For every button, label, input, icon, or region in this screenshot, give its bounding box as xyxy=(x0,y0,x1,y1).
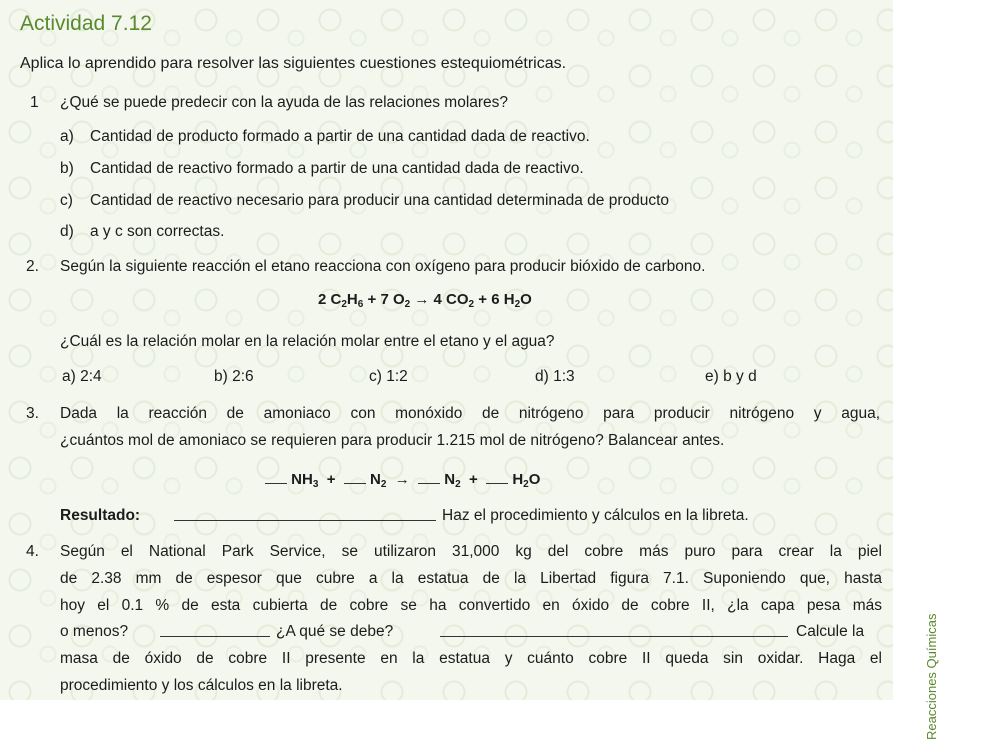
q1-option-a-text: Cantidad de producto formado a partir de una cantidad dada de reactivo. xyxy=(90,128,590,145)
q2-number: 2. xyxy=(26,258,39,275)
q3-line1: Dada la reacción de amoniaco con monóxido de nitrógeno para producir nitrógeno y agua, xyxy=(60,405,880,422)
q3-line2: ¿cuántos mol de amoniaco se requieren para producir 1.215 mol de nitrógeno? Balancear antes. xyxy=(60,432,725,449)
q1-option-b-letter: b) xyxy=(60,160,74,177)
q4-line6: procedimiento y los cálculos en la libreta. xyxy=(60,677,343,694)
q2-question: ¿Cuál es la relación molar en la relación molar entre el etano y el agua? xyxy=(60,333,555,350)
q3-number: 3. xyxy=(26,405,39,422)
activity-intro: Aplica lo aprendido para resolver las siguientes cuestiones estequiométricas. xyxy=(20,55,567,72)
q4-line4b: ¿A qué se debe? xyxy=(276,623,394,640)
q2-text: Según la siguiente reacción el etano reacciona con oxígeno para producir bióxido de carbono. xyxy=(60,258,706,275)
q2-option-d[interactable]: d) 1:3 xyxy=(535,368,575,385)
q2-option-a[interactable]: a) 2:4 xyxy=(62,368,102,385)
q1-option-c[interactable] xyxy=(60,192,669,210)
q3-blank-1[interactable] xyxy=(265,469,287,484)
q4-number: 4. xyxy=(26,543,39,560)
activity-title: Actividad 7.12 xyxy=(20,12,152,35)
q1-option-c-letter: c) xyxy=(60,192,73,209)
q2-equation: 2 $C_2H_6 + 7$ $O_2 \to 4$ $CO_2 + 6$ $H_2O$ xyxy=(318,291,532,310)
q3-blank-2[interactable] xyxy=(344,469,366,484)
q4-answer-field-2[interactable] xyxy=(440,622,788,637)
q1-option-b[interactable] xyxy=(60,160,584,178)
q4-line4c: Calcule la xyxy=(796,623,865,640)
q1-option-d-text: a y c son correctas. xyxy=(90,223,225,240)
q3-blank-4[interactable] xyxy=(486,469,508,484)
q1-number: 1 xyxy=(30,94,39,111)
q1-option-c-text: Cantidad de reactivo necesario para producir una cantidad determinada de producto xyxy=(90,192,670,209)
q3-equation: $NH_3$ + $N_2$ → $N_2$ + $H_2O$ xyxy=(265,469,540,490)
q1-option-d[interactable] xyxy=(60,223,224,241)
q3-result-field[interactable] xyxy=(174,506,436,521)
q3-result-note: Haz el procedimiento y cálculos en la libreta. xyxy=(442,507,749,524)
q2-option-b[interactable]: b) 2:6 xyxy=(214,368,254,385)
q4-line1: Según el National Park Service, se utilizaron 31,000 kg del cobre más puro para crear la piel xyxy=(60,543,882,560)
q4-line4a: o menos? xyxy=(60,623,129,640)
q2-option-c[interactable]: c) 1:2 xyxy=(369,368,408,385)
q1-option-d-letter: d) xyxy=(60,223,74,240)
q2-option-e[interactable]: e) b y d xyxy=(705,368,757,385)
chapter-side-label: Reacciones Químicas xyxy=(924,613,939,740)
q1-text: ¿Qué se puede predecir con la ayuda de las relaciones molares? xyxy=(60,94,509,111)
q1-option-a[interactable] xyxy=(60,128,590,146)
q1-option-a-letter: a) xyxy=(60,128,74,145)
q1-option-b-text: Cantidad de reactivo formado a partir de una cantidad dada de reactivo. xyxy=(90,160,584,177)
q4-answer-field-1[interactable] xyxy=(160,622,270,637)
q4-line5: masa de óxido de cobre II presente en la estatua y cuánto cobre II queda sin oxidar. Haga el xyxy=(60,650,882,667)
q3-blank-3[interactable] xyxy=(418,469,440,484)
q3-result-label: Resultado: xyxy=(60,507,141,524)
q4-line2: de 2.38 mm de espesor que cubre a la estatua de la Libertad figura 7.1. Suponiendo que, hasta xyxy=(60,570,882,587)
q4-line3: hoy el 0.1 % de esta cubierta de cobre se ha convertido en óxido de cobre II, ¿la capa pesa más xyxy=(60,597,882,614)
